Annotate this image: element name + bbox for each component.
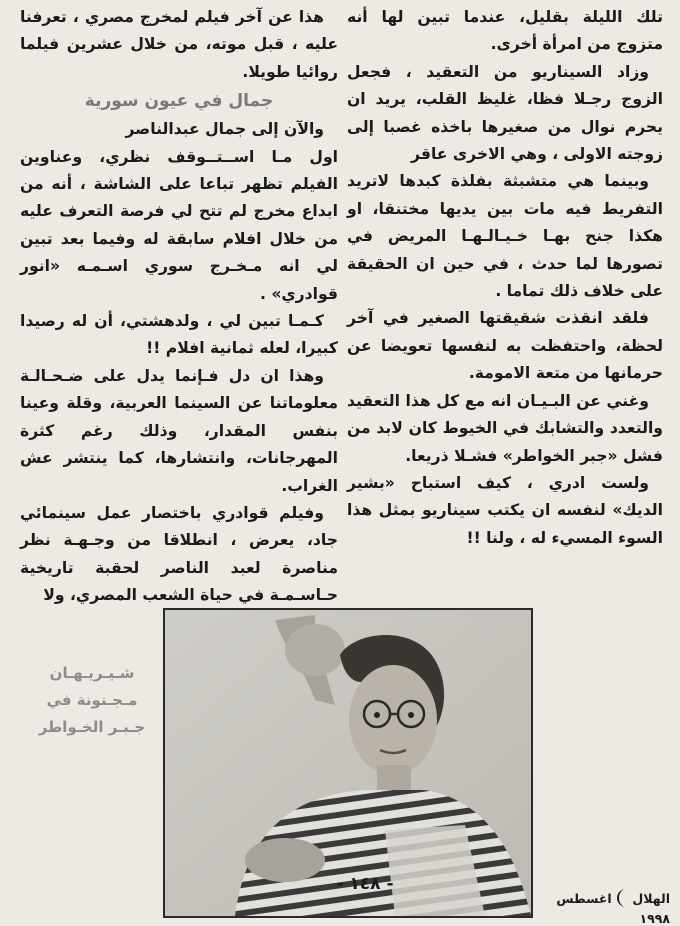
section-subheading: جمال في عيون سورية	[84, 91, 274, 112]
paragraph: اول مـا اســتــوقف نظري، وعناوين الفيلم تظهر تباعا على الشاشة ، أنه من ابداع مخرج لم تتح لي فرصة التعرف عليه من خلال افلام سابقة له وفيما بعد تبين لي انه مـخـرج سوري اسـمـه «انور قوادري» .	[20, 147, 338, 303]
page-number: - ١٤٨ -	[336, 874, 394, 894]
caption-line: جـبـر الخـواطر	[38, 718, 146, 736]
film-still-photo	[163, 608, 533, 918]
paragraph: ولست ادري ، كيف استباح «بشير الديك» لنفسه ان يكتب سيناريو بمثل هذا السوء المسيء له ، ولنا !!	[347, 473, 663, 547]
paragraph: وهذا ان دل فـإنما يدل على ضـحـالـة معلوماتنا عن السينما العربية، وقلة وعينا بنفس المقدار، وذلك رغم كثرة المهرجانات، وانتشارها، كما ينتشر عش الغراب.	[20, 366, 338, 495]
crescent-icon	[616, 888, 628, 911]
paragraph: وزاد السيناريو من التعقيد ، فجعل الزوج رجـلا فظا، غليظ القلب، يريد ان يحرم نوال من صغيرها باخذه غصبا إلى زوجته الاولى ، وهي الاخرى عاقر	[347, 62, 663, 164]
magazine-footer	[540, 888, 670, 926]
caption-line: شـيـريـهـان	[49, 664, 135, 682]
caption-line: مـجـنونة في	[46, 691, 138, 709]
paragraph: والآن إلى جمال عبدالناصر	[125, 120, 324, 139]
paragraph: هذا عن آخر فيلم لمخرج مصري ، تعرفنا عليه ، قبل موته، من خلال عشرين فيلما روائيا طويلا.	[20, 8, 338, 81]
magazine-name: الهلال	[632, 891, 670, 906]
paragraph: كـمـا تبين لي ، ولدهشتي، أن له رصيدا كبيرا، لعله ثمانية افلام !!	[20, 312, 338, 358]
paragraph: وبينما هي متشبثة بفلذة كبدها لاتريد التفريط فيه مات بين يديها مختنقا، او هكذا جنح بهـا خـيـالـهـا المريض في تصورها لما حدث ، في حين ان الحقيقة على خلاف ذلك تماما .	[347, 172, 663, 301]
article-right-column	[347, 4, 663, 552]
paragraph: وغني عن البـيـان انه مع كل هذا التعقيد والتعدد والتشابك في الخيوط كان لابد من فشل «جبر الخواطر» فشـلا ذريعا.	[347, 391, 663, 465]
photo-caption	[22, 660, 162, 741]
article-left-column	[20, 4, 338, 610]
issue-date: اغسطس ١٩٩٨	[556, 891, 670, 926]
woman-portrait-illustration	[165, 610, 531, 916]
paragraph: فلقد انقذت شقيقتها الصغير في آخر لحظة، واحتفظت به لنفسها تعويضا عن حرمانها من متعة الامومة.	[347, 309, 663, 383]
paragraph: وفيلم قوادري باختصار عمل سينمائي جاد، يعرض ، انطلاقا من وجـهـة نظر مناصرة لعبد الناصر لحقبة تاريخية حـاسـمـة في حياة الشعب المصري، ولا	[20, 503, 338, 605]
paragraph: تلك الليلة بقليل، عندما تبين لها أنه متزوج من امرأة أخرى.	[347, 8, 663, 54]
